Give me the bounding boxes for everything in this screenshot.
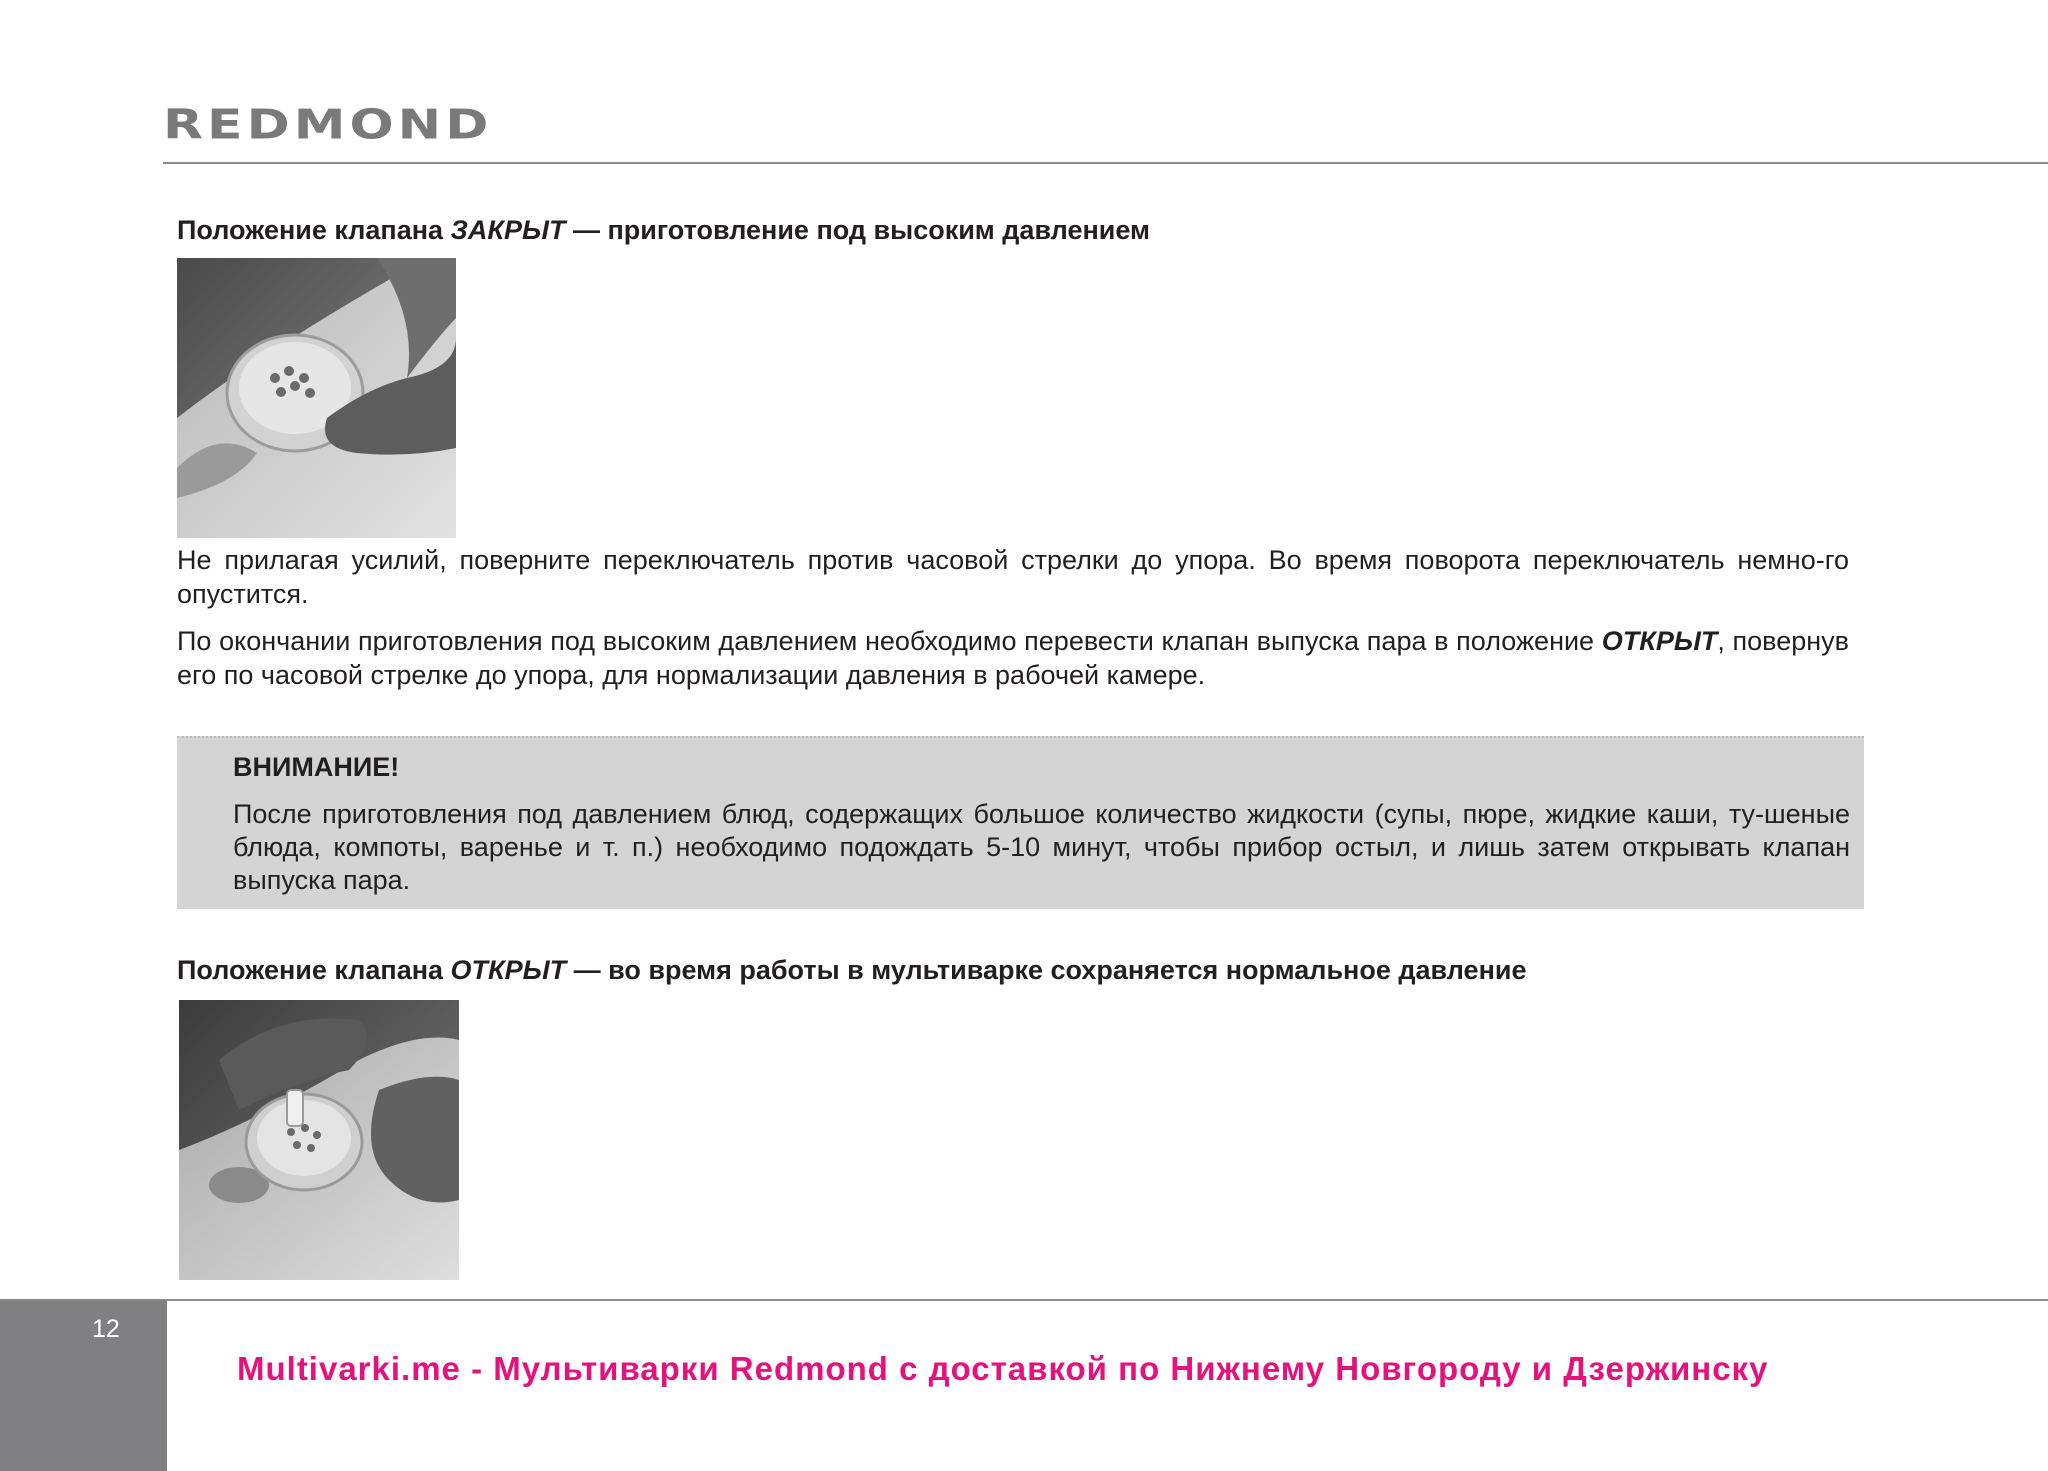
footer-divider bbox=[0, 1299, 2048, 1301]
section-open-heading: Положение клапана ОТКРЫТ — во время работы в мультиварке сохраняется нормальное давление bbox=[177, 955, 1527, 985]
redmond-logo: REDMOND bbox=[163, 102, 493, 149]
closed-instruction-paragraph: Не прилагая усилий, поверните переключатель против часовой стрелки до упора. Во время поворота переключатель немно-го опустится. bbox=[177, 545, 1849, 609]
warning-notice bbox=[177, 736, 1864, 909]
valve-closed-photo bbox=[177, 258, 456, 538]
section-closed-heading: Положение клапана ЗАКРЫТ — приготовление под высоким давлением bbox=[177, 215, 1151, 245]
header-divider bbox=[163, 162, 2048, 164]
page-number: 12 bbox=[92, 1315, 120, 1343]
open-after-cooking-paragraph: По окончании приготовления под высоким давлением необходимо перевести клапан выпуска пара в положение ОТКРЫТ, повернув его по часовой стрелке до упора, для нормализации давления в рабочей камере. bbox=[177, 626, 1849, 690]
valve-open-photo bbox=[179, 1000, 459, 1280]
footer-banner[interactable]: Multivarki.me - Мультиварки Redmond с доставкой по Нижнему Новгороду и Дзержинску bbox=[237, 1350, 1769, 1387]
warning-title: ВНИМАНИЕ! bbox=[233, 752, 400, 782]
page-number-box bbox=[0, 1301, 167, 1471]
warning-text: После приготовления под давлением блюд, содержащих большое количество жидкости (супы, пюре, жидкие каши, ту-шеные блюда, компоты, варенье и т. п.) необходимо подождать 5-10 минут, чтобы прибор остыл, и лишь затем открывать клапан выпуска пара. bbox=[233, 799, 1850, 895]
